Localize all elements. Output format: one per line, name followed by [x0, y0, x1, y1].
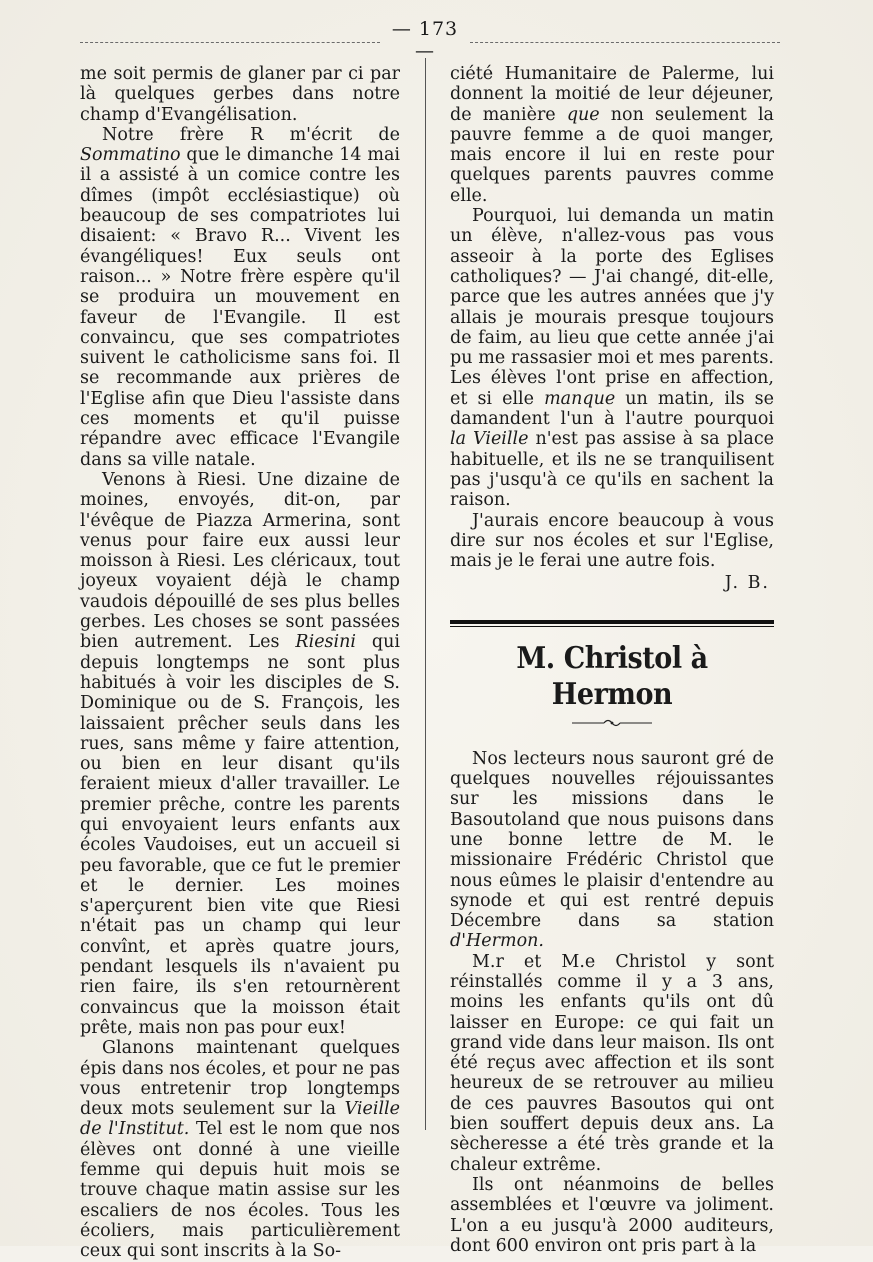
paragraph: Pourquoi, lui demanda un matin un élève, n'allez-vous pas vous asseoir à la porte des Eglises catholiques? — J'ai changé, dit-elle, parce que les autres années que j'y allais je mourais presque toujours de faim, au lieu que cette année j'ai pu me rassasier moi et mes parents. Les élèves l'ont prise en affection, et si elle manque un matin, ils se damandent l'un à l'autre pourquoi la Vieille n'est pas assise à sa place habituelle, et ils ne se tranquilisent pas j'usqu'à ce qu'ils en sachent la raison. — [450, 206, 774, 511]
paragraph: Nos lecteurs nous sauront gré de quelques nouvelles réjouissantes sur les missions dans le Basoutoland que nous puisons dans une bonne lettre de M. le missionaire Frédéric Christol que nous eûmes le plaisir d'entendre au synode et qui est rentré depuis Décembre dans sa station d'Hermon. — [450, 748, 774, 952]
paragraph: Venons à Riesi. Une dizaine de moines, envoyés, dit-on, par l'évêque de Piazza Armerina, sont venus pour faire eux aussi leur moisson à Riesi. Les cléricaux, tout joyeux voyaient déjà le champ vaudois dépouillé de ses plus belles gerbes. Les choses se sont passées bien autrement. Les Riesini qui depuis longtemps ne sont plus habitués à voir les disciples de S. Dominique ou de S. François, les laissaient prêcher seuls dans les rues, sans même y faire attention, ou bien en leur disant qu'ils feraient mieux d'aller travailler. Le premier prêche, contre les parents qui envoyaient leurs enfants aux écoles Vaudoises, eut un accueil si peu favorable, que ce fut le premier et le dernier. Les moines s'aperçurent bien vite que Riesi n'était pas un champ qui leur convînt, et après quatre jours, pendant lesquels ils n'avaient pu rien faire, ils s'en retournèrent convaincus que la moisson était prête, mais non pas pour eux! — [80, 469, 400, 1038]
left-column — [80, 64, 400, 1262]
paragraph: Glanons maintenant quelques épis dans nos écoles, et pour ne pas vous entretenir trop longtemps deux mots seulement sur la Vieille de l'Institut. Tel est le nom que nos élèves ont donné à une vieille femme qui depuis huit mois se trouve chaque matin assise sur les escaliers de nos écoles. Tous les écoliers, mais particulièrement ceux qui sont inscrits à la So- — [80, 1038, 400, 1262]
section-rule-thin — [450, 626, 774, 627]
ornament-icon — [572, 717, 652, 729]
paragraph: me soit permis de glaner par ci par là quelques gerbes dans notre champ d'Evangélisation. — [80, 64, 400, 125]
column-divider — [425, 58, 426, 1130]
signature-initials: J. B. — [724, 573, 770, 594]
article-title: M. Christol à Hermon — [516, 640, 708, 712]
header-rule-right — [470, 42, 780, 43]
section-rule-thick — [450, 620, 774, 624]
page-header — [80, 14, 780, 62]
paragraph: M.r et M.e Christol y sont réinstallés comme il y a 3 ans, moins les enfants qu'ils ont dû laisser en Europe: ce qui fait un grand vide dans leur maison. Ils ont été reçus avec affection et ils sont heureux de se retrouver au milieu de ces pauvres Basoutos qui ont bien souffert depuis deux ans. La sècheresse a été très grande et la chaleur extrême. — [450, 951, 774, 1175]
paragraph: Notre frère R m'écrit de Sommatino que le dimanche 14 mai il a assisté à un comice contre les dîmes (impôt ecclésiastique) où beaucoup de ses compatriotes lui disaient: « Bravo R... Vivent les évangéliques! Eux seuls ont raison... » Notre frère espère qu'il se produira un mouvement en faveur de l'Evangile. Il est convaincu, que ses compatriotes suivent le catholicisme sans foi. Il se recommande aux prières de l'Eglise afin que Dieu l'assiste dans ces moments et qu'il puisse répandre avec efficace l'Evangile dans sa ville natale. — [80, 124, 400, 470]
right-column — [450, 64, 774, 1256]
page-number: — 173 — — [391, 18, 459, 62]
header-rule-left — [80, 42, 380, 43]
paragraph: Ils ont néanmoins de belles assemblées et l'œuvre va joliment. L'on a eu jusqu'à 2000 auditeurs, dont 600 environ ont pris part à la — [450, 1174, 774, 1256]
paragraph: ciété Humanitaire de Palerme, lui donnent la moitié de leur déjeuner, de manière que non seulement la pauvre femme a de quoi manger, mais encore il lui en reste pour quelques parents pauvres comme elle. — [450, 64, 774, 206]
paragraph: J'aurais encore beaucoup à vous dire sur nos écoles et sur l'Eglise, mais je le ferai une autre fois. — [450, 510, 774, 572]
